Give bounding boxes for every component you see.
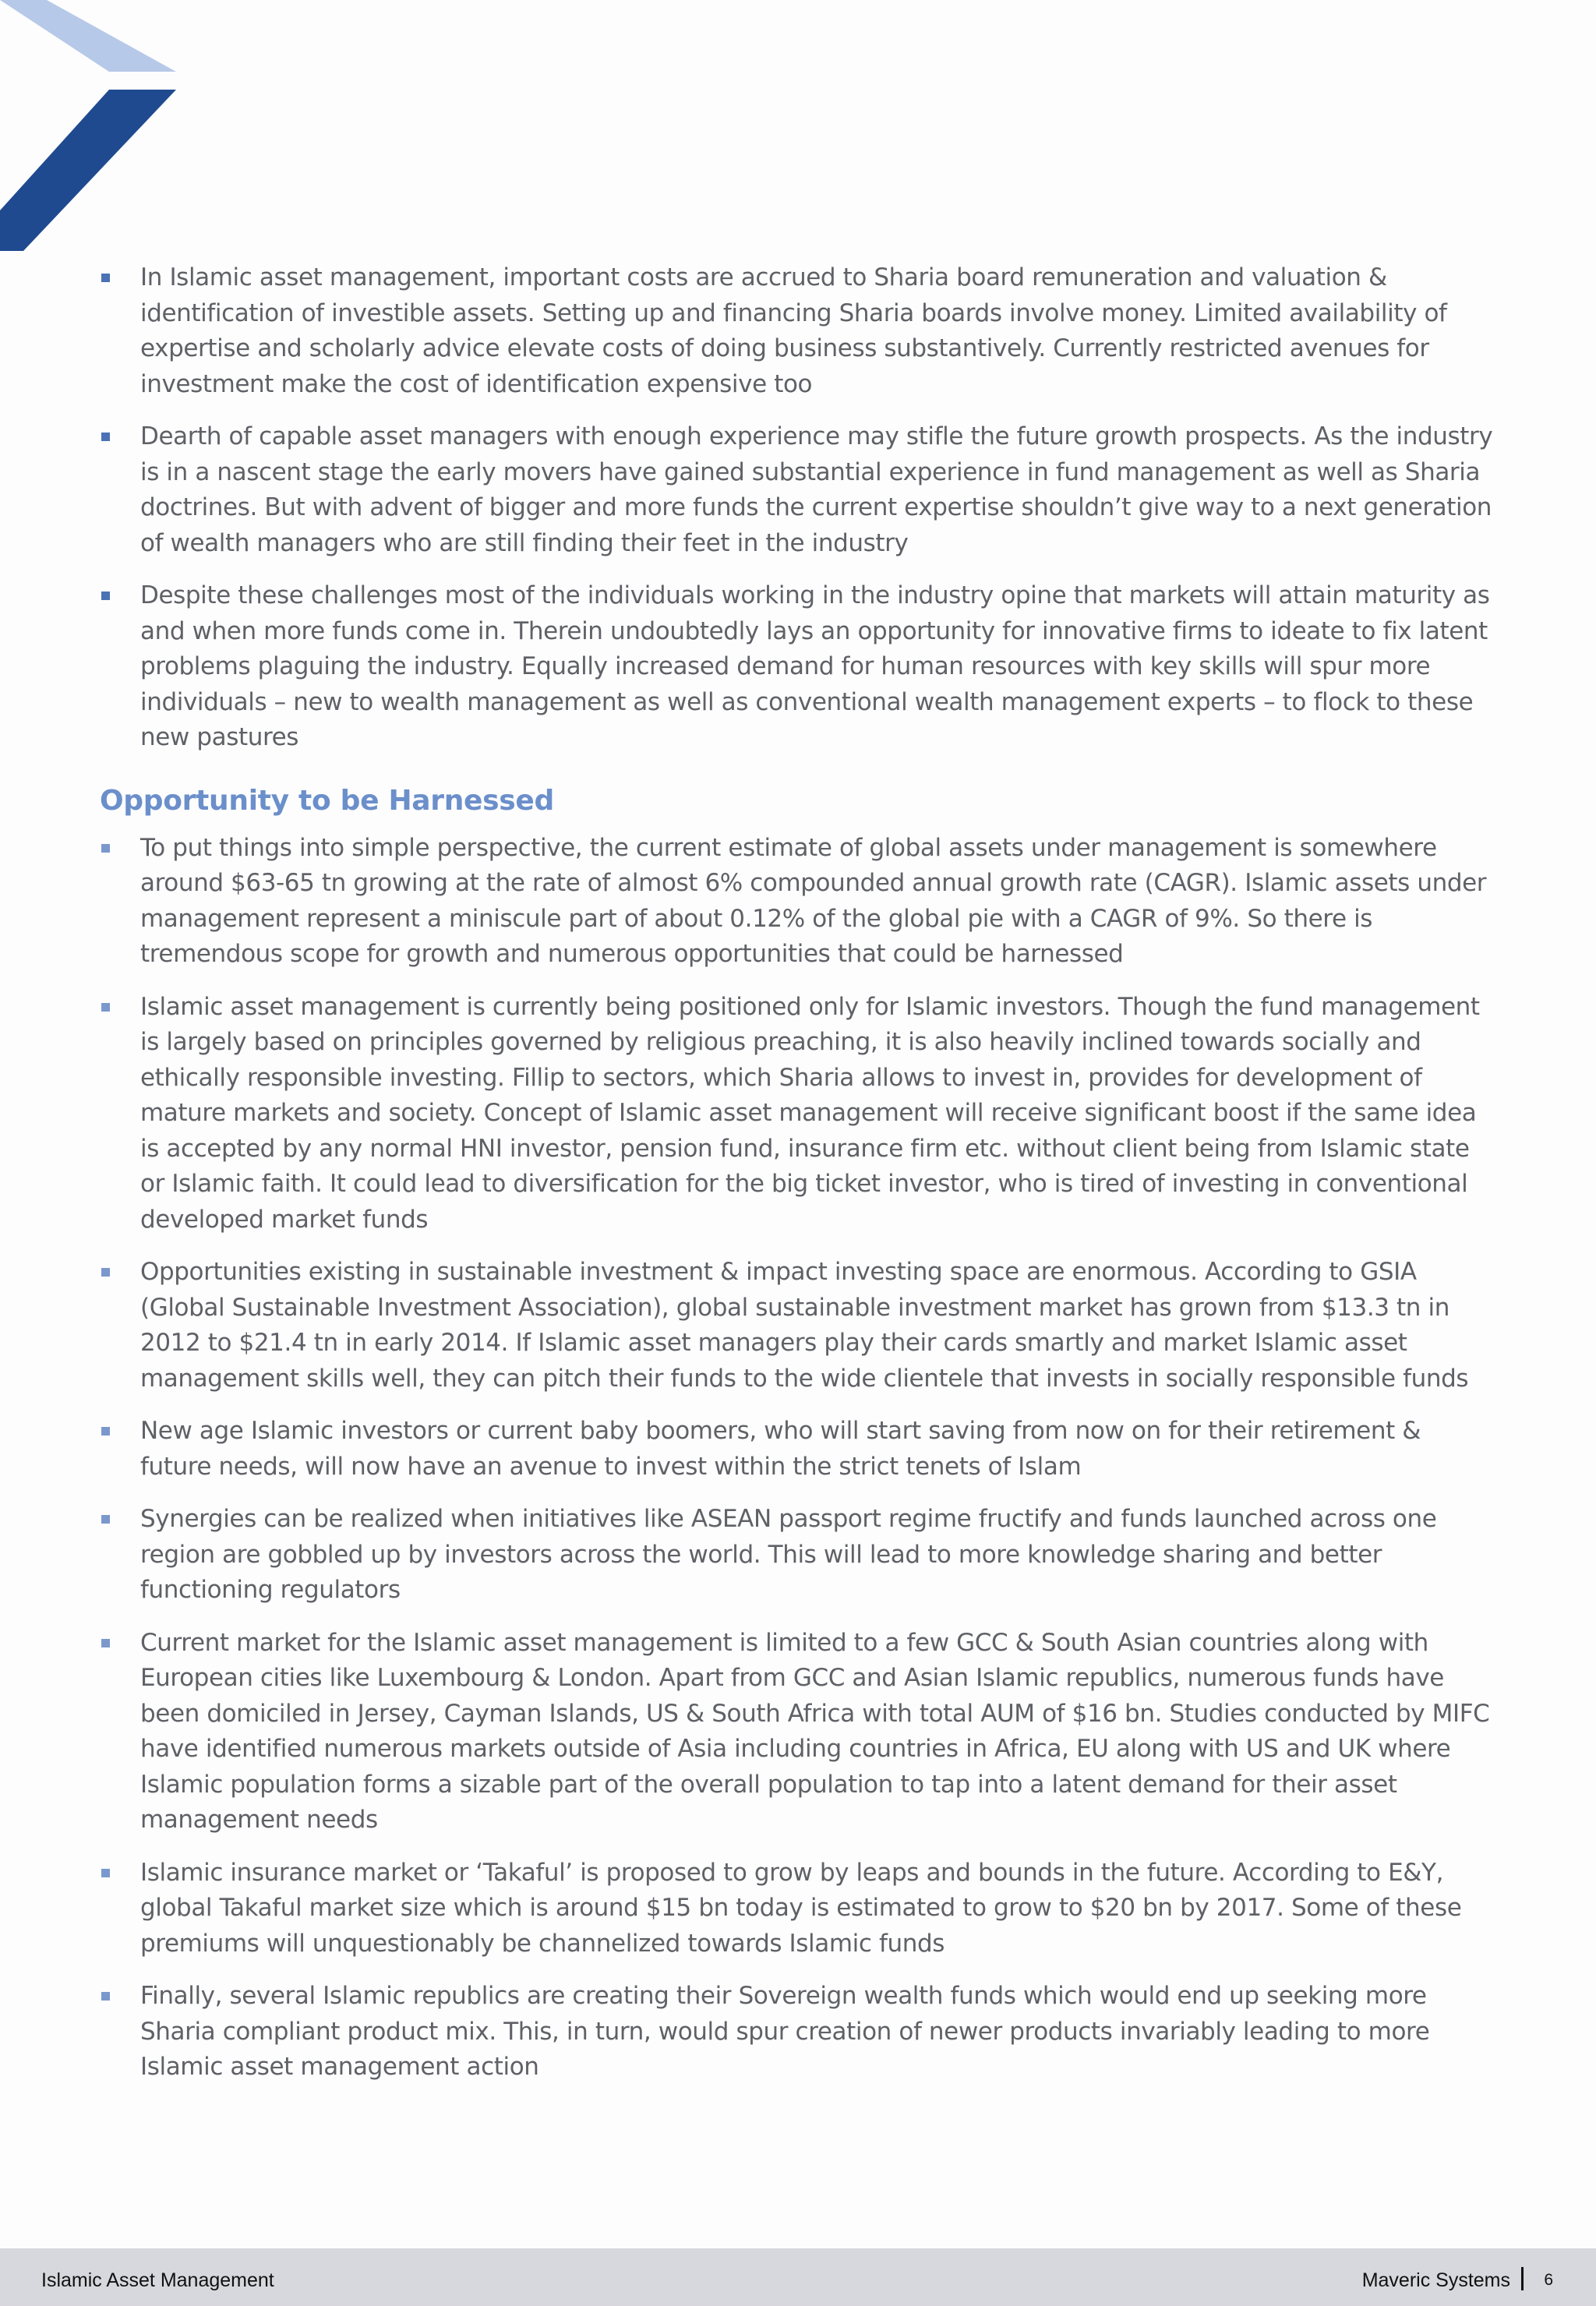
square-bullet-icon: [101, 844, 110, 853]
document-body: [100, 260, 1495, 2103]
chevron-light-stripe: [0, 0, 176, 72]
list-item: Opportunities existing in sustainable investment & impact investing space are enormous. According to GSIA (Global Sustainable Investment Association), global sustainable investment market has grown from $13.3 tn in 2012 to $21.4 tn in early 2014. If Islamic asset managers play their cards smartly and market Islamic asset management skills well, they can pitch their funds to the wide clientele that invests in socially responsible funds: [100, 1255, 1495, 1397]
footer-divider: [1521, 2267, 1524, 2290]
square-bullet-icon: [101, 1639, 110, 1647]
square-bullet-icon: [101, 1869, 110, 1877]
square-bullet-icon: [101, 1268, 110, 1277]
list-item: Islamic asset management is currently being positioned only for Islamic investors. Though the fund management is largely based on principles governed by religious preaching, it is also heavily inclined towards socially and ethically responsible investing. Fillip to sectors, which Sharia allows to invest in, provides for development of mature markets and society. Concept of Islamic asset management will receive significant boost if the same idea is accepted by any normal HNI investor, pension fund, insurance firm etc. without client being from Islamic state or Islamic faith. It could lead to diversification for the big ticket investor, who is tired of investing in conventional developed market funds: [100, 990, 1495, 1238]
opportunity-list: [100, 831, 1495, 2085]
list-item: Dearth of capable asset managers with enough experience may stifle the future growth prospects. As the industry is in a nascent stage the early movers have gained substantial experience in fund management as well as Sharia doctrines. But with advent of bigger and more funds the current expertise shouldn’t give way to a next generation of wealth managers who are still finding their feet in the industry: [100, 419, 1495, 561]
list-item: Islamic insurance market or ‘Takaful’ is proposed to grow by leaps and bounds in the future. According to E&Y, global Takaful market size which is around $15 bn today is estimated to grow to $20 bn by 2017. Some of these premiums will unquestionably be channelized towards Islamic funds: [100, 1856, 1495, 1962]
list-item: Current market for the Islamic asset management is limited to a few GCC & South Asian countries along with European cities like Luxembourg & London. Apart from GCC and Asian Islamic republics, numerous funds have been domiciled in Jersey, Cayman Islands, US & South Africa with total AUM of $16 bn. Studies conducted by MIFC have identified numerous markets outside of Asia including countries in Africa, EU along with US and UK where Islamic population forms a sizable part of the overall population to tap into a latent demand for their asset management needs: [100, 1626, 1495, 1838]
page-footer: [0, 2248, 1596, 2306]
square-bullet-icon: [101, 1992, 110, 2001]
list-item: In Islamic asset management, important costs are accrued to Sharia board remuneration and valuation & identification of investible assets. Setting up and financing Sharia boards involve money. Limited availability of expertise and scholarly advice elevate costs of doing business substantively. Currently restricted avenues for investment make the cost of identification expensive too: [100, 260, 1495, 402]
footer-document-title: Islamic Asset Management: [41, 2269, 274, 2291]
chevron-dark-stripe: [0, 90, 176, 251]
square-bullet-icon: [101, 592, 110, 600]
section-heading: Opportunity to be Harnessed: [100, 784, 554, 817]
list-item: Despite these challenges most of the individuals working in the industry opine that markets will attain maturity as and when more funds come in. Therein undoubtedly lays an opportunity for innovative firms to ideate to fix latent problems plaguing the industry. Equally increased demand for human resources with key skills will spur more individuals – new to wealth management as well as conventional wealth management experts – to flock to these new pastures: [100, 578, 1495, 756]
list-item: To put things into simple perspective, the current estimate of global assets under management is somewhere around $63-65 tn growing at the rate of almost 6% compounded annual growth rate (CAGR). Islamic assets under management represent a miniscule part of about 0.12% of the global pie with a CAGR of 9%. So there is tremendous scope for growth and numerous opportunities that could be harnessed: [100, 831, 1495, 973]
square-bullet-icon: [101, 1427, 110, 1436]
list-item: New age Islamic investors or current baby boomers, who will start saving from now on for their retirement & future needs, will now have an avenue to invest within the strict tenets of Islam: [100, 1414, 1495, 1485]
page-number: 6: [1544, 2271, 1553, 2289]
square-bullet-icon: [101, 1003, 110, 1012]
square-bullet-icon: [101, 274, 110, 282]
square-bullet-icon: [101, 433, 110, 441]
footer-company-name: Maveric Systems: [1361, 2269, 1510, 2291]
corner-chevron-decoration: [0, 0, 187, 265]
challenges-list: [100, 260, 1495, 756]
list-item: Synergies can be realized when initiatives like ASEAN passport regime fructify and funds launched across one region are gobbled up by investors across the world. This will lead to more knowledge sharing and better functioning regulators: [100, 1502, 1495, 1609]
square-bullet-icon: [101, 1515, 110, 1524]
list-item: Finally, several Islamic republics are creating their Sovereign wealth funds which would end up seeking more Sharia compliant product mix. This, in turn, would spur creation of newer products invariably leading to more Islamic asset management action: [100, 1979, 1495, 2085]
